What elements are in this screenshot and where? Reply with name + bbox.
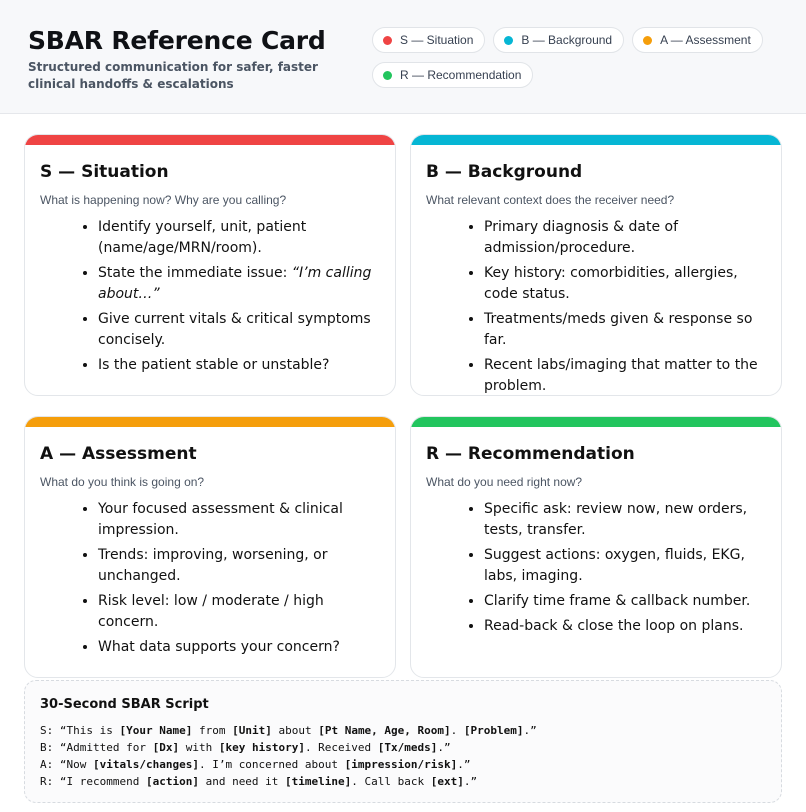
list-item: • Risk level: low / moderate / high concern. (98, 591, 379, 633)
list-item (98, 263, 379, 305)
script-placeholder: [key history] (218, 741, 305, 754)
card-situation (24, 134, 396, 396)
card-list (98, 499, 379, 658)
list-item: • Key history: comorbidities, allergies, code status. (484, 263, 765, 305)
legend-pill-assessment (632, 27, 763, 53)
script-lines (40, 722, 766, 790)
script-text: with (179, 741, 219, 754)
list-item: • Primary diagnosis & date of admission/procedure. (484, 217, 765, 259)
card-background (410, 134, 782, 396)
card-accent-bar (411, 135, 781, 145)
script-placeholder: [ext] (430, 775, 464, 788)
list-item: • Trends: improving, worsening, or unchanged. (98, 545, 379, 587)
script-line (40, 756, 766, 773)
list-item: • Clarify time frame & callback number. (484, 591, 765, 612)
script-text: A: “Now (40, 758, 93, 771)
list-item-text: State the immediate issue: (98, 265, 292, 281)
card-accent-bar (25, 135, 395, 145)
script-line (40, 739, 766, 756)
script-placeholder: [Unit] (232, 724, 272, 737)
list-item-quote: “I’m calling about…” (98, 265, 372, 302)
legend-label: R — Recommendation (400, 68, 522, 82)
legend-pill-situation (372, 27, 485, 53)
card-title: A — Assessment (40, 444, 197, 464)
card-subtitle: What do you think is going on? (40, 475, 205, 489)
list-item: • Identify yourself, unit, patient (name/age/MRN/room). (98, 217, 379, 259)
card-title: B — Background (426, 162, 583, 182)
list-item: • Is the patient stable or unstable? (98, 355, 379, 376)
card-list (484, 217, 765, 396)
script-line (40, 773, 766, 790)
script-placeholder: [Your Name] (119, 724, 193, 737)
list-item: • Give current vitals & critical symptoms concisely. (98, 309, 379, 351)
script-text: . Received (304, 741, 378, 754)
header (0, 0, 806, 114)
card-subtitle: What relevant context does the receiver need? (426, 193, 675, 207)
card-recommendation (410, 416, 782, 678)
page-title: SBAR Reference Card (28, 26, 326, 55)
card-title: R — Recommendation (426, 444, 635, 464)
list-item: • Your focused assessment & clinical impression. (98, 499, 379, 541)
script-text: . I’m concerned about (198, 758, 345, 771)
script-placeholder: [Tx/meds] (377, 741, 438, 754)
sbar-cards (24, 134, 782, 678)
orange-dot-icon (643, 36, 652, 45)
legend-label: B — Background (521, 33, 613, 47)
script-text: .” (437, 741, 451, 754)
script-text: and need it (198, 775, 286, 788)
script-text: R: “I recommend (40, 775, 146, 788)
green-dot-icon (383, 71, 392, 80)
script-line (40, 722, 766, 739)
script-placeholder: [vitals/changes] (92, 758, 199, 771)
script-placeholder: [action] (145, 775, 199, 788)
red-dot-icon (383, 36, 392, 45)
legend-pill-background (493, 27, 624, 53)
script-text: from (192, 724, 233, 737)
list-item: • Specific ask: review now, new orders, tests, transfer. (484, 499, 765, 541)
script-placeholder: [Pt Name, Age, Room] (318, 724, 451, 737)
card-list (484, 499, 765, 637)
card-list (98, 217, 379, 376)
list-item: • Treatments/meds given & response so far. (484, 309, 765, 351)
card-subtitle: What is happening now? Why are you calling? (40, 193, 287, 207)
script-title: 30-Second SBAR Script (40, 697, 209, 712)
card-subtitle: What do you need right now? (426, 475, 583, 489)
list-item: • Suggest actions: oxygen, fluids, EKG, labs, imaging. (484, 545, 765, 587)
card-assessment (24, 416, 396, 678)
script-placeholder: [timeline] (285, 775, 352, 788)
card-accent-bar (411, 417, 781, 427)
list-item: • Recent labs/imaging that matter to the problem. (484, 355, 765, 396)
script-text: B: “Admitted for (40, 741, 153, 754)
script-placeholder: [impression/risk] (344, 758, 458, 771)
sbar-script-box (24, 680, 782, 803)
script-placeholder: [Dx] (152, 741, 180, 754)
script-text: .” (457, 758, 471, 771)
list-item: • Read-back & close the loop on plans. (484, 616, 765, 637)
card-accent-bar (25, 417, 395, 427)
legend-label: S — Situation (400, 33, 474, 47)
script-text: about (271, 724, 319, 737)
page-subtitle: Structured communication for safer, faster clinical handoffs & escalations (28, 60, 318, 91)
script-text: S: “This is (40, 724, 120, 737)
script-text: .” (463, 775, 478, 788)
script-text: . (450, 724, 464, 737)
script-placeholder: [Problem] (463, 724, 524, 737)
cyan-dot-icon (504, 36, 513, 45)
script-text: .” (523, 724, 537, 737)
card-title: S — Situation (40, 162, 169, 182)
legend (372, 27, 792, 88)
script-text: . Call back (351, 775, 431, 788)
legend-pill-recommendation (372, 62, 533, 88)
legend-label: A — Assessment (660, 33, 751, 47)
list-item: • What data supports your concern? (98, 637, 379, 658)
